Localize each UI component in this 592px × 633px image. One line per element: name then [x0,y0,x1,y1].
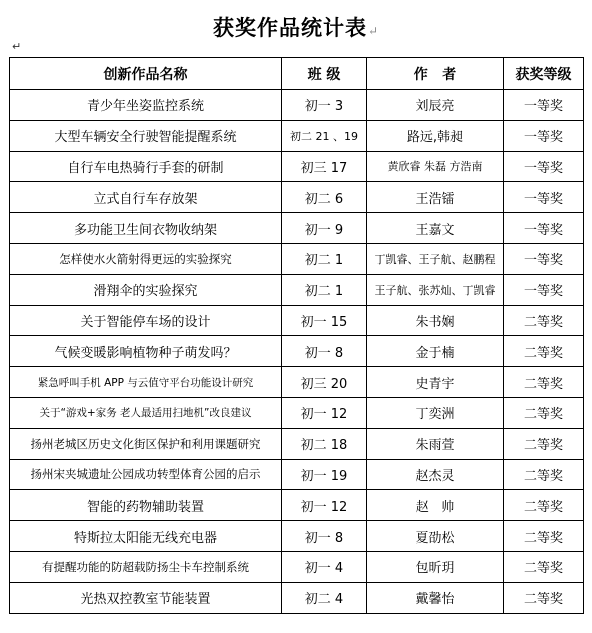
cell-author: 包昕玥 [367,551,504,582]
cell-level: 二等奖 [504,551,584,582]
table-row [10,182,584,213]
cell-class: 初二 1 [282,243,367,274]
title-text: 获奖作品统计表 [212,15,367,40]
header-name: 创新作品名称 [10,58,282,90]
cell-name: 大型车辆安全行驶智能提醒系统 [10,120,282,151]
table-row [10,213,584,244]
cell-name: 滑翔伞的实验探究 [10,274,282,305]
table-row [10,274,584,305]
cell-name: 气候变暖影响植物种子萌发吗？ [10,336,282,367]
cell-class: 初一 3 [282,90,367,121]
cell-author: 丁奕洲 [367,397,504,428]
cell-level: 二等奖 [504,490,584,521]
cell-level: 一等奖 [504,243,584,274]
table-header-row [10,58,584,90]
cell-name: 多功能卫生间衣物收纳架 [10,213,282,244]
cell-name: 紧急呼叫手机 APP 与云值守平台功能设计研究 [10,367,282,398]
cell-level: 二等奖 [504,397,584,428]
page-title [0,12,592,42]
cell-author: 黄欣睿 朱磊 方浩南 [367,151,504,182]
table-row [10,521,584,552]
cell-class: 初三 17 [282,151,367,182]
table-row [10,582,584,613]
header-level: 获奖等级 [504,58,584,90]
table-row [10,243,584,274]
table-row [10,397,584,428]
cell-name: 立式自行车存放架 [10,182,282,213]
header-class: 班 级 [282,58,367,90]
cell-level: 一等奖 [504,213,584,244]
cell-author: 金于楠 [367,336,504,367]
cell-class: 初一 8 [282,521,367,552]
table-row [10,336,584,367]
header-author: 作 者 [367,58,504,90]
cell-author: 刘辰亮 [367,90,504,121]
cell-level: 二等奖 [504,428,584,459]
cell-class: 初一 12 [282,490,367,521]
cell-level: 一等奖 [504,274,584,305]
cell-class: 初一 15 [282,305,367,336]
paragraph-mark-icon: ↵ [12,40,22,53]
table-row [10,459,584,490]
table-row [10,428,584,459]
cell-class: 初一 12 [282,397,367,428]
cell-author: 王嘉文 [367,213,504,244]
cell-author: 路远,韩昶 [367,120,504,151]
cell-author: 史青宇 [367,367,504,398]
cell-class: 初二 1 [282,274,367,305]
cell-name: 关于智能停车场的设计 [10,305,282,336]
cell-class: 初二 18 [282,428,367,459]
awards-table [9,57,584,614]
cell-name: 智能的药物辅助装置 [10,490,282,521]
cell-author: 王浩镭 [367,182,504,213]
cell-level: 一等奖 [504,90,584,121]
table-row [10,367,584,398]
cell-name: 关于“游戏+家务 老人最适用扫地机”改良建议 [10,397,282,428]
cell-name: 扬州老城区历史文化街区保护和利用课题研究 [10,428,282,459]
cell-author: 赵 帅 [367,490,504,521]
cell-level: 二等奖 [504,305,584,336]
cell-level: 一等奖 [504,120,584,151]
cell-level: 一等奖 [504,151,584,182]
cell-class: 初一 8 [282,336,367,367]
cell-class: 初二 21 、19 [282,120,367,151]
cell-author: 丁凯睿、王子航、赵鹏程 [367,243,504,274]
cell-class: 初一 9 [282,213,367,244]
table-row [10,120,584,151]
cell-level: 二等奖 [504,459,584,490]
cell-name: 扬州宋夹城遗址公园成功转型体育公园的启示 [10,459,282,490]
cell-level: 二等奖 [504,582,584,613]
cell-name: 青少年坐姿监控系统 [10,90,282,121]
cell-name: 有提醒功能的防超载防扬尘卡车控制系统 [10,551,282,582]
cell-class: 初三 20 [282,367,367,398]
cell-name: 自行车电热骑行手套的研制 [10,151,282,182]
cell-author: 朱雨萱 [367,428,504,459]
table-row [10,151,584,182]
cell-author: 夏劭松 [367,521,504,552]
cell-class: 初一 4 [282,551,367,582]
cell-level: 二等奖 [504,367,584,398]
cell-name: 特斯拉太阳能无线充电器 [10,521,282,552]
table-row [10,305,584,336]
table-row [10,551,584,582]
cell-class: 初二 4 [282,582,367,613]
table-row [10,490,584,521]
paragraph-mark-icon: ↵ [367,24,380,38]
table-row [10,90,584,121]
cell-author: 朱书娴 [367,305,504,336]
cell-level: 一等奖 [504,182,584,213]
cell-author: 王子航、张苏灿、丁凯睿 [367,274,504,305]
cell-level: 二等奖 [504,521,584,552]
cell-class: 初二 6 [282,182,367,213]
cell-class: 初一 19 [282,459,367,490]
cell-author: 戴馨怡 [367,582,504,613]
cell-name: 怎样使水火箭射得更远的实验探究 [10,243,282,274]
cell-author: 赵杰灵 [367,459,504,490]
cell-level: 二等奖 [504,336,584,367]
cell-name: 光热双控教室节能装置 [10,582,282,613]
